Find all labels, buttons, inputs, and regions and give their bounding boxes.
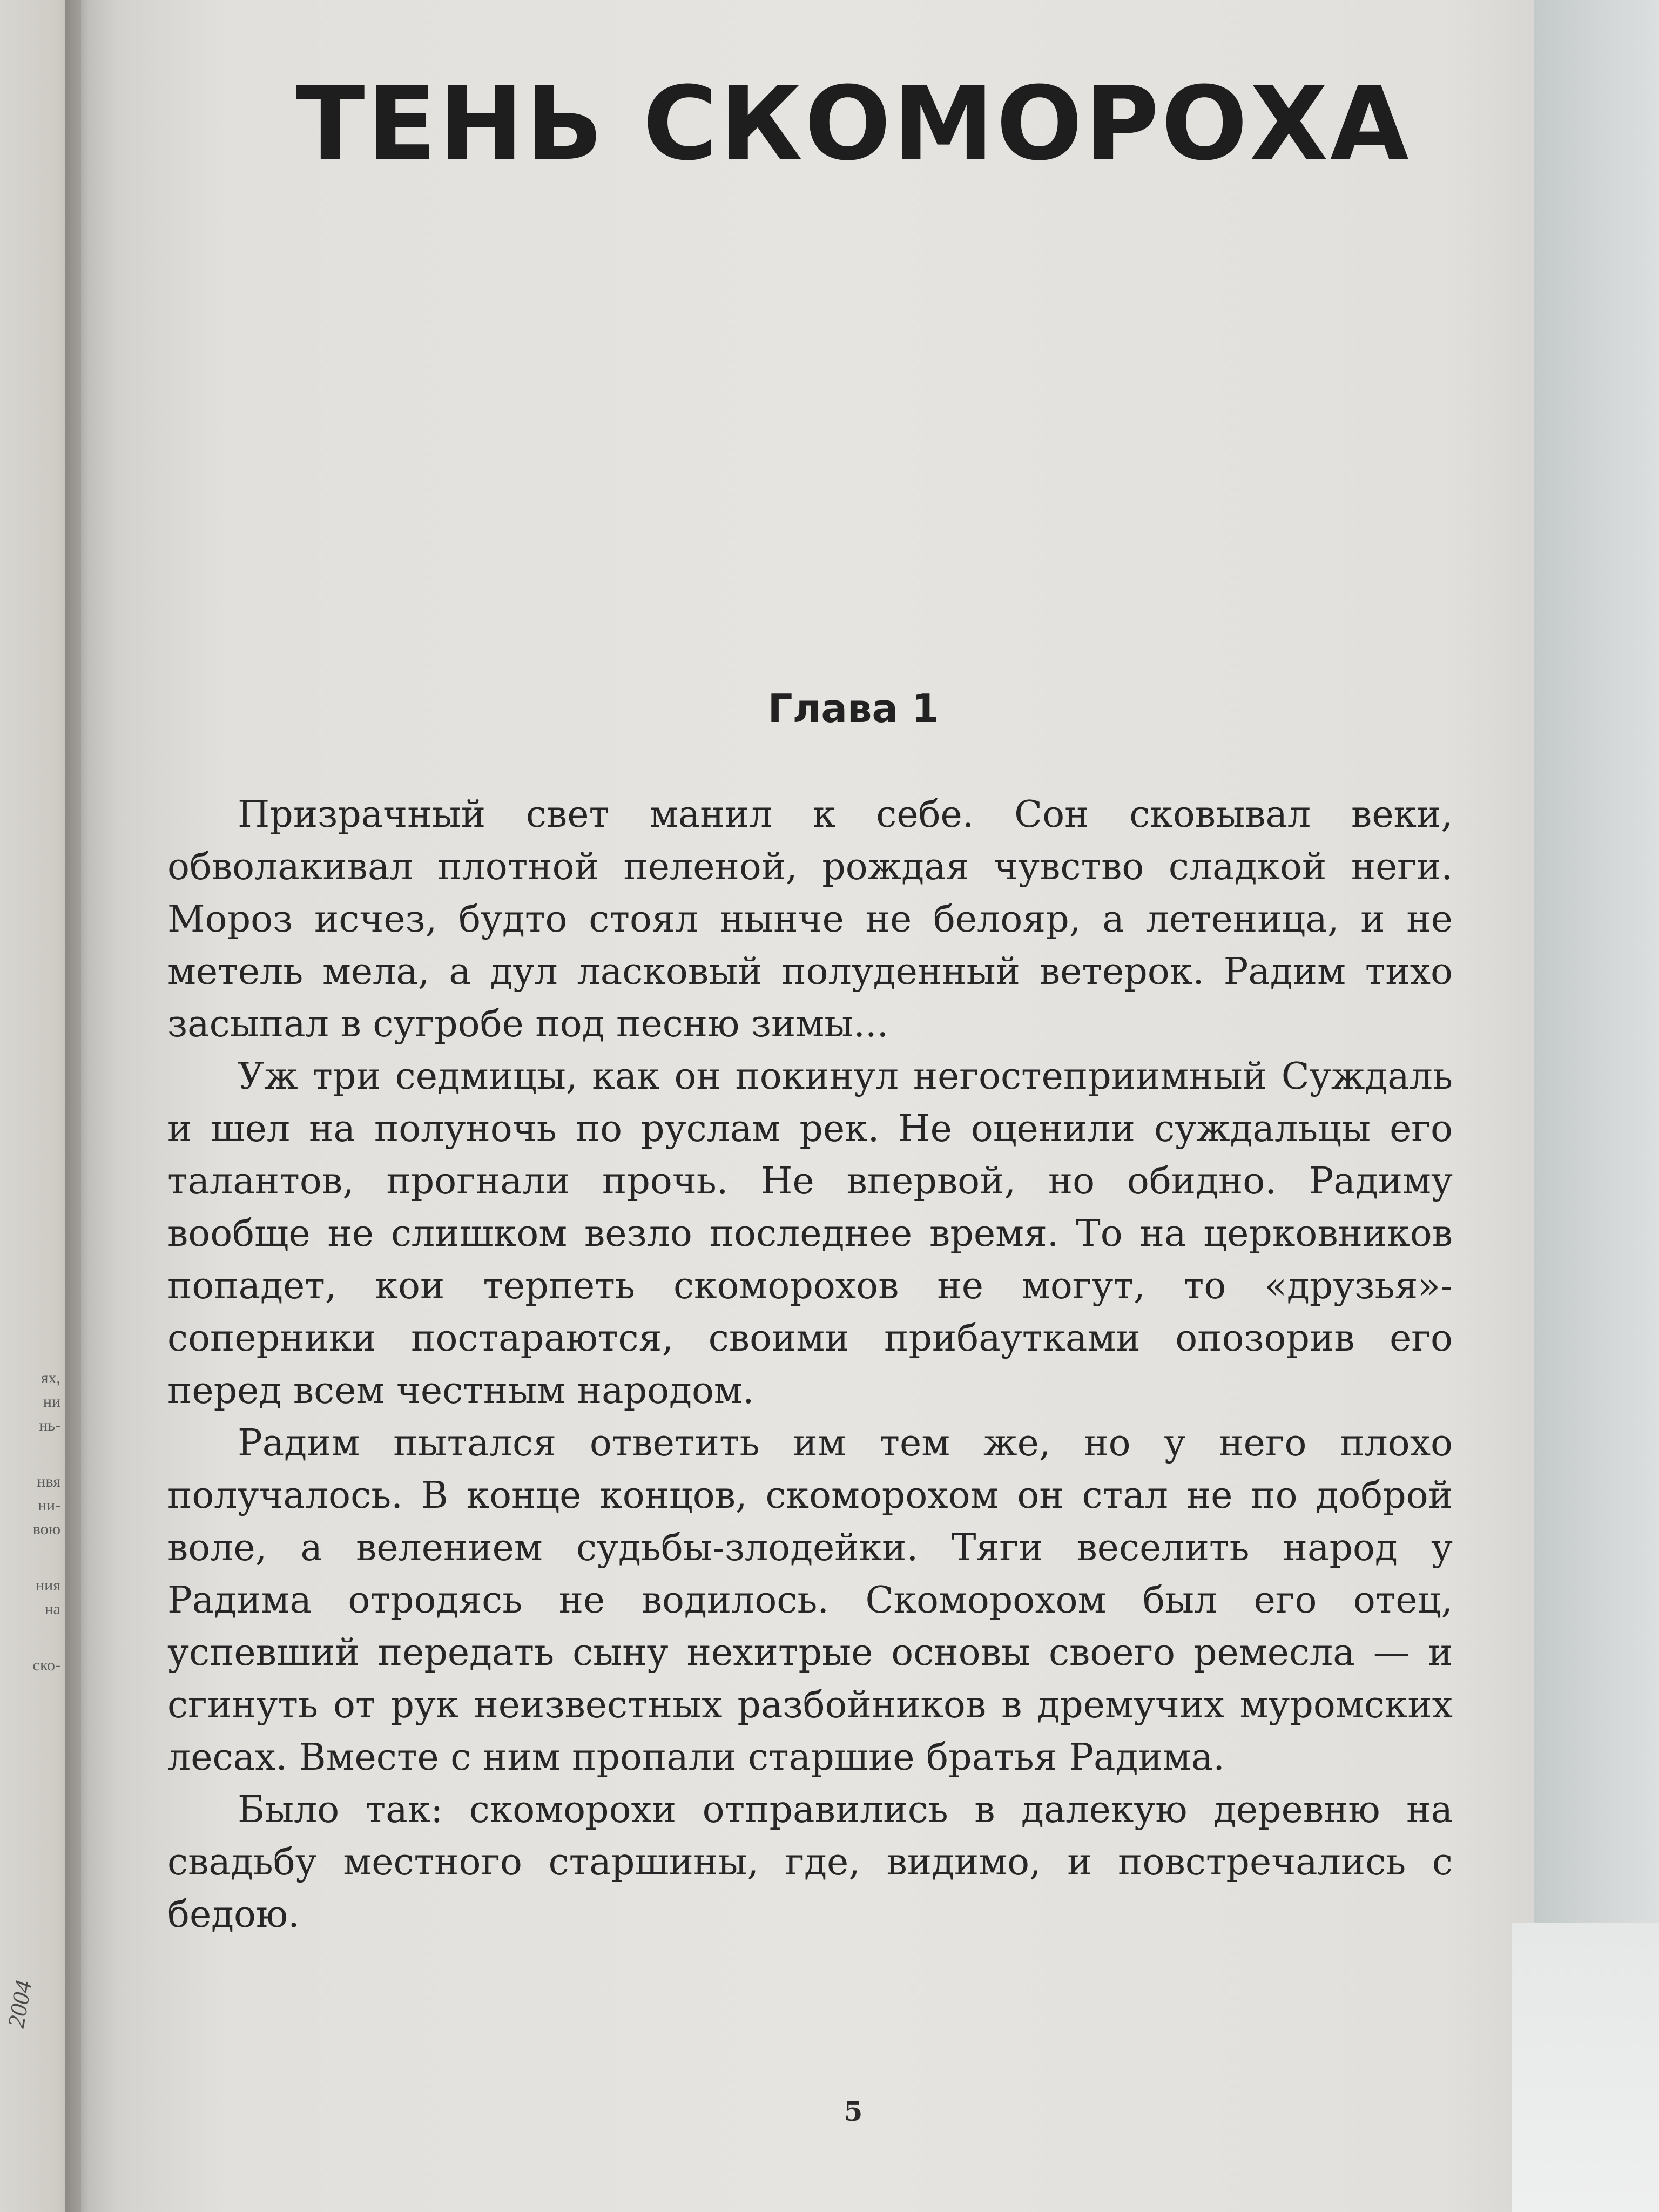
fragment-line: вою — [32, 1520, 60, 1538]
paragraph: Уж три седмицы, как он покинул негостеприимный Суждаль и шел на полуночь по руслам рек. Не оценили суждальцы его талантов, прогнали прочь. Не впервой, но обидно. Радиму вообще не слишком везло последнее время. То на церковников попадет, кои терпеть скоморохов не могут, то «друзья»-соперники постараются, своими прибаутками опозорив его перед всем честным народом. — [167, 1055, 1453, 1412]
fragment-line: ния — [36, 1576, 60, 1594]
fragment-line: ско- — [32, 1656, 60, 1674]
facing-page-text-fragments — [0, 1366, 65, 1677]
fragment-line: ни — [43, 1393, 60, 1411]
background-surface-lower — [1512, 1923, 1659, 2212]
fragment-line: ни- — [37, 1496, 60, 1514]
facing-page-year: 2004 — [2, 1978, 37, 2030]
page-number: 5 — [844, 2095, 863, 2127]
paragraph: Радим пытался ответить им тем же, но у него плохо получалось. В конце концов, скоморохом он стал не по доброй воле, а велением судьбы-злодейки. Тяги веселить народ у Радима отродясь не водилось. Скоморохом был его отец, успевший передать сыну нехитрые основы своего ремесла — и сгинуть от рук неизвестных разбойников в дремучих муромских лесах. Вместе с ним пропали старшие братья Радима. — [167, 1422, 1453, 1779]
fragment-line: нвя — [37, 1473, 60, 1491]
book-title: ТЕНЬ СКОМОРОХА — [295, 65, 1411, 183]
fragment-line: на — [44, 1600, 60, 1618]
book-gutter-shadow — [65, 0, 119, 2212]
fragment-line: ях, — [41, 1369, 60, 1387]
chapter-body — [167, 788, 1453, 1941]
fragment-line: нь- — [39, 1417, 60, 1434]
background-surface — [1534, 0, 1659, 2212]
paragraph: Было так: скоморохи отправились в далекую деревню на свадьбу местного старшины, где, видимо, и повстречались с бедою. — [167, 1789, 1453, 1936]
chapter-heading: Глава 1 — [767, 686, 939, 731]
paragraph: Призрачный свет манил к себе. Сон сковывал веки, обволакивал плотной пеленой, рождая чувство сладкой неги. Мороз исчез, будто стоял нынче не белояр, а летеница, и не метель мела, а дул ласковый полуденный ветерок. Радим тихо засыпал в сугробе под песню зимы... — [167, 793, 1453, 1046]
book-page — [81, 0, 1561, 2212]
